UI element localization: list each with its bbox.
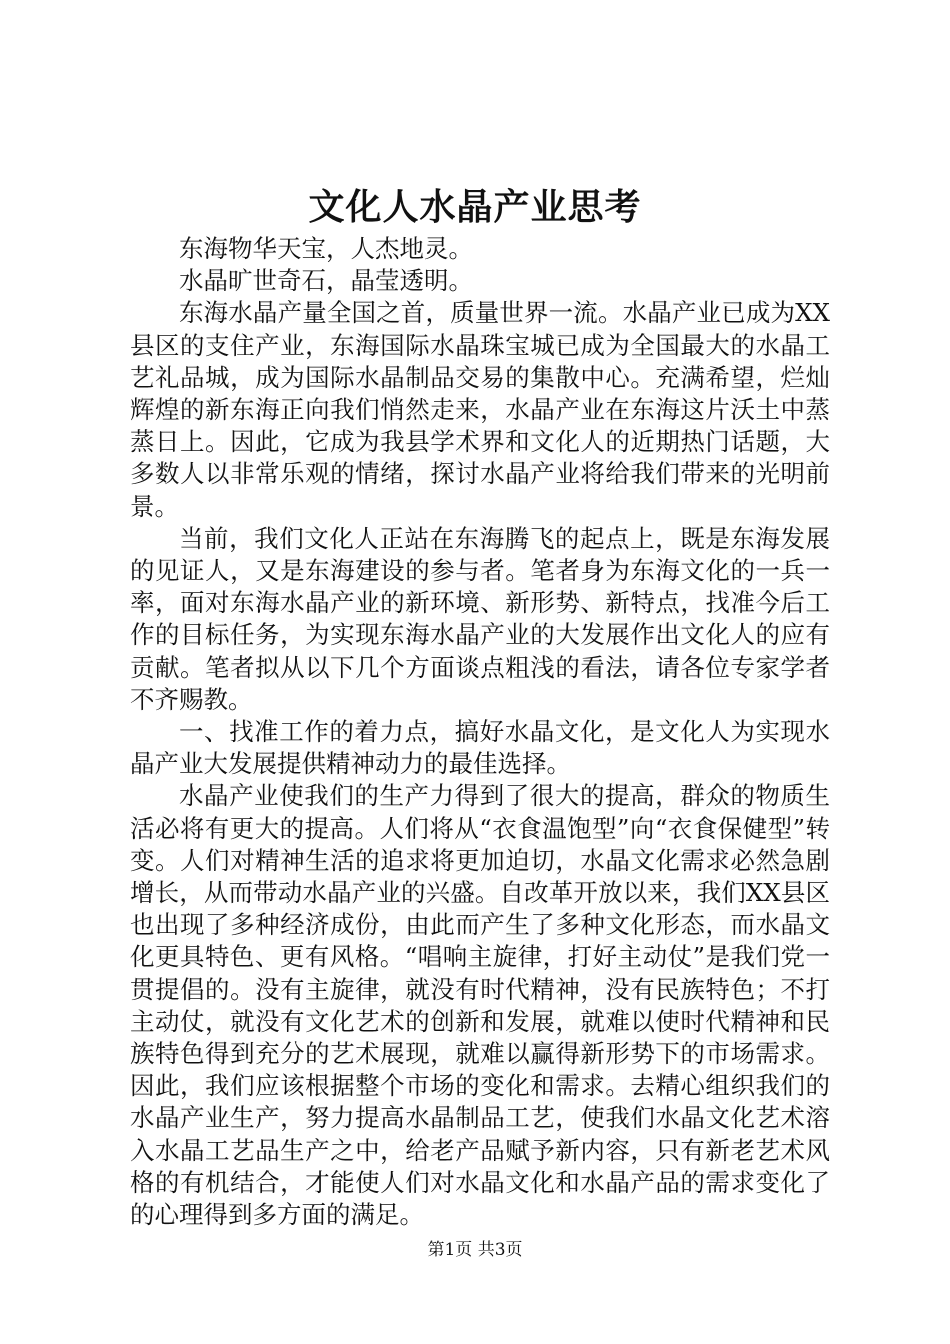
document-title: 文化人水晶产业思考 [308, 186, 642, 228]
document-body [130, 233, 830, 1231]
page-footer: 第1页 共3页 [427, 1240, 523, 1260]
paragraph-5: 一、找准工作的着力点，搞好水晶文化，是文化人为实现水晶产业大发展提供精神动力的最佳选择。 [130, 717, 830, 779]
paragraph-2: 水晶旷世奇石，晶莹透明。 [179, 266, 473, 296]
paragraph-6: 水晶产业使我们的生产力得到了很大的提高，群众的物质生活必将有更大的提高。人们将从“衣食温饱型”向“衣食保健型”转变。人们对精神生活的追求将更加迫切，水晶文化需求必然急剧增长，从而带动水晶产业的兴盛。自改革开放以来，我们XX县区也出现了多种经济成份，由此而产生了多种文化形态，而水晶文化更具特色、更有风格。“唱响主旋律，打好主动仗”是我们党一贯提倡的。没有主旋律，就没有时代精神，没有民族特色；不打主动仗，就没有文化艺术的创新和发展，就难以使时代精神和民族特色得到充分的艺术展现，就难以赢得新形势下的市场需求。因此，我们应该根据整个市场的变化和需求。去精心组织我们的水晶产业生产，努力提高水晶制品工艺，使我们水晶文化艺术溶入水晶工艺品生产之中，给老产品赋予新内容，只有新老艺术风格的有机结合，才能使人们对水晶文化和水晶产品的需求变化了的心理得到多方面的满足。 [130, 781, 830, 1230]
paragraph-3: 东海水晶产量全国之首，质量世界一流。水晶产业已成为XX县区的支住产业，东海国际水晶珠宝城已成为全国最大的水晶工艺礼品城，成为国际水晶制品交易的集散中心。充满希望，烂灿辉煌的新东海正向我们悄然走来，水晶产业在东海这片沃土中蒸蒸日上。因此，它成为我县学术界和文化人的近期热门话题，大多数人以非常乐观的情绪，探讨水晶产业将给我们带来的光明前景。 [130, 298, 830, 521]
paragraph-4: 当前，我们文化人正站在东海腾飞的起点上，既是东海发展的见证人，又是东海建设的参与者。笔者身为东海文化的一兵一率，面对东海水晶产业的新环境、新形势、新特点，找准今后工作的目标任务，为实现东海水晶产业的大发展作出文化人的应有贡献。笔者拟从以下几个方面谈点粗浅的看法，请各位专家学者不齐赐教。 [130, 523, 830, 714]
paragraph-1: 东海物华天宝，人杰地灵。 [179, 234, 473, 263]
